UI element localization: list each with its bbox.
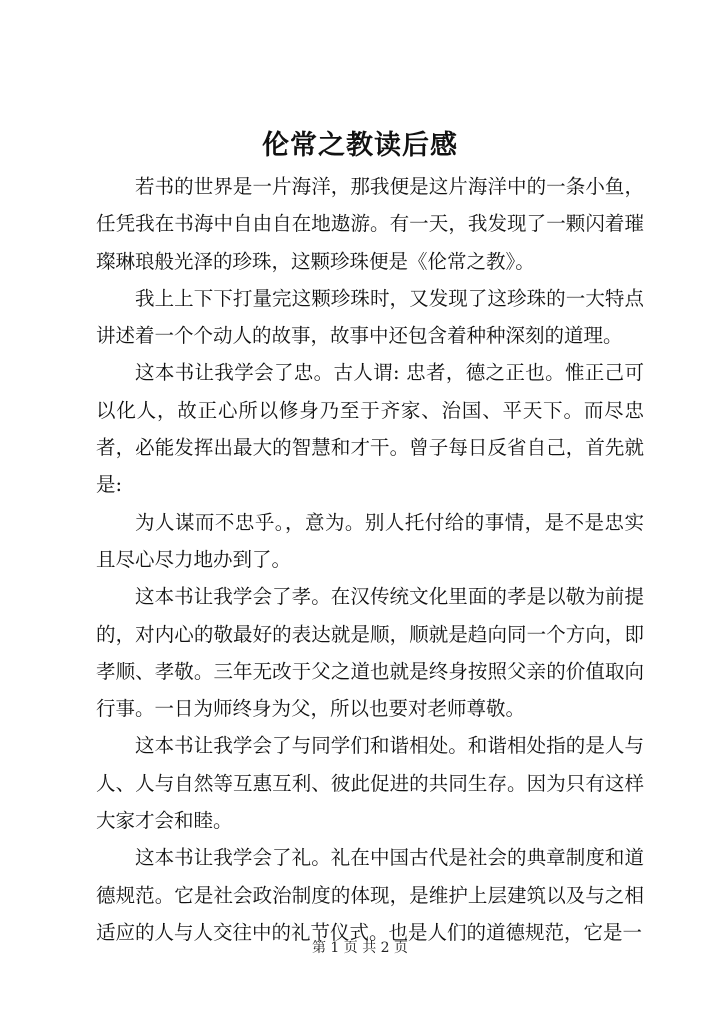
paragraph-5: 这本书让我学会了孝。在汉传统文化里面的孝是以敬为前提的，对内心的敬最好的表达就是顺，顺就是趋向同一个方向，即孝顺、孝敬。三年无改于父之道也就是终身按照父亲的价值取向行事。一日为师终身为父，所以也要对老师尊敬。 xyxy=(96,585,644,721)
paragraph-7: 这本书让我学会了礼。礼在中国古代是社会的典章制度和道德规范。它是社会政治制度的体现，是维护上层建筑以及与之相适应的人与人交往中的礼节仪式。也是人们的道德规范，它是一 xyxy=(96,846,644,944)
paragraph-4: 为人谋而不忠乎。，意为。别人托付给的事情，是不是忠实且尽心尽力地办到了。 xyxy=(96,510,644,571)
paragraph-3: 这本书让我学会了忠。古人谓: 忠者，德之正也。惟正己可以化人，故正心所以修身乃至于齐家、治国、平天下。而尽忠者，必能发挥出最大的智慧和才干。曾子每日反省自己，首先就是: xyxy=(96,361,644,497)
document-title: 伦常之教读后感 xyxy=(262,130,458,161)
paragraph-2: 我上上下下打量完这颗珍珠时，又发现了这珍珠的一大特点讲述着一个个动人的故事，故事中还包含着种种深刻的道理。 xyxy=(96,286,644,348)
paragraph-6: 这本书让我学会了与同学们和谐相处。和谐相处指的是人与人、人与自然等互惠互利、彼此促进的共同生存。因为只有这样大家才会和睦。 xyxy=(96,734,644,833)
page-footer: 第 1 页 共 2 页 xyxy=(311,940,409,956)
document-body xyxy=(96,168,644,951)
paragraph-1: 若书的世界是一片海洋，那我便是这片海洋中的一条小鱼，任凭我在书海中自由自在地遨游。有一天，我发现了一颗闪着璀璨琳琅般光泽的珍珠，这颗珍珠便是《伦常之教》。 xyxy=(96,175,644,273)
